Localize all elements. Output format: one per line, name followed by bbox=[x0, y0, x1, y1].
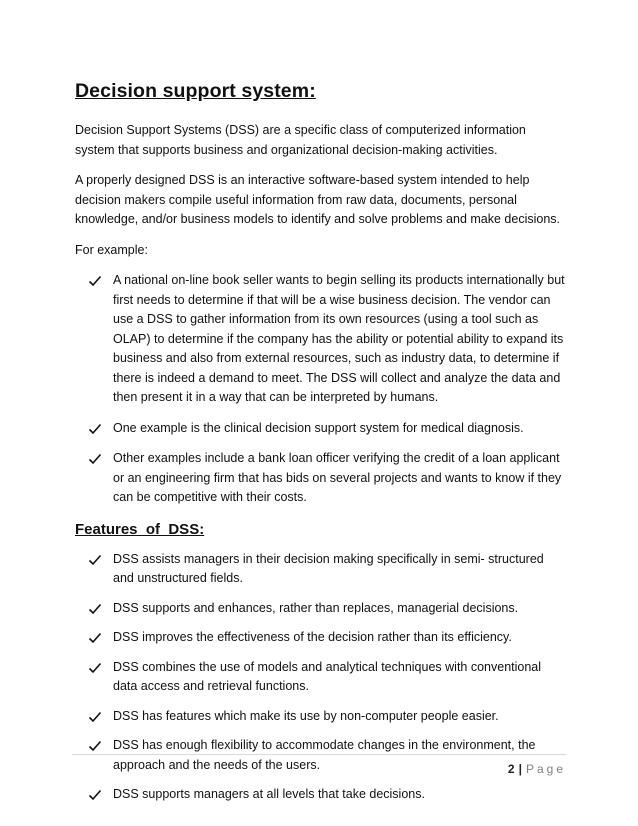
checkmark-icon bbox=[88, 553, 102, 567]
checkmark-icon bbox=[88, 452, 102, 466]
list-item-text: DSS supports and enhances, rather than replaces, managerial decisions. bbox=[113, 600, 519, 615]
checkmark-icon bbox=[88, 739, 102, 753]
intro-paragraph: Decision Support Systems (DSS) are a specific class of computerized information system that supports business and organizational decision-making activities. bbox=[75, 123, 526, 157]
list-item bbox=[75, 628, 565, 648]
list-item-text: DSS improves the effectiveness of the decision rather than its efficiency. bbox=[113, 630, 512, 644]
list-item bbox=[75, 599, 565, 619]
checkmark-icon bbox=[88, 661, 102, 675]
list-item bbox=[75, 550, 565, 589]
checkmark-icon bbox=[88, 274, 102, 288]
page-number: 2 bbox=[507, 762, 515, 776]
checkmark-icon bbox=[88, 710, 102, 724]
list-item-text: DSS supports managers at all levels that take decisions. bbox=[113, 787, 425, 801]
list-item-text: DSS assists managers in their decision making specifically in semi- structured and unstructured fields. bbox=[113, 551, 544, 585]
page-footer bbox=[508, 760, 566, 778]
footer-separator: | bbox=[518, 762, 522, 776]
list-item bbox=[75, 707, 565, 727]
features-list bbox=[75, 550, 565, 805]
intro-paragraph: A properly designed DSS is an interactive software-based system intended to help decision makers compile useful information from raw data, documents, personal knowledge, and/or business models to identify and solve problems and make decisions. bbox=[75, 173, 560, 226]
list-item-text: One example is the clinical decision support system for medical diagnosis. bbox=[113, 420, 524, 435]
list-item-text: DSS combines the use of models and analytical techniques with conventional data access and retrieval functions. bbox=[113, 659, 542, 693]
list-item-text: Other examples include a bank loan officer verifying the credit of a loan applicant or an engineering firm that has bids on several projects and wants to know if they can be competitive with their costs. bbox=[113, 451, 562, 504]
checkmark-icon bbox=[88, 631, 102, 645]
checkmark-icon bbox=[88, 422, 102, 436]
example-lead: For example: bbox=[75, 242, 148, 257]
list-item bbox=[75, 449, 565, 508]
list-item-text: A national on-line book seller wants to begin selling its products internationally but first needs to determine if that will be a wise business decision. The vendor can use a DSS to gather information from its own resources (using a tool such as OLAP) to determine if the company has the ability or potential ability to expand its business and also from external resources, such as industry data, to determine if there is indeed a demand to meet. The DSS will collect and analyze the data and then present it in a way that can be interpreted by humans. bbox=[113, 273, 565, 404]
checkmark-icon bbox=[88, 602, 102, 616]
list-item bbox=[75, 419, 565, 439]
list-item bbox=[75, 785, 565, 805]
list-item bbox=[75, 658, 565, 697]
checkmark-icon bbox=[88, 788, 102, 802]
document-page bbox=[75, 78, 565, 815]
page-label: Page bbox=[525, 762, 566, 776]
examples-list bbox=[75, 271, 565, 508]
list-item bbox=[75, 271, 565, 408]
page-title: Decision support system: bbox=[75, 80, 316, 102]
list-item bbox=[75, 736, 565, 775]
footer-divider bbox=[72, 754, 566, 755]
list-item-text: DSS has features which make its use by non-computer people easier. bbox=[113, 708, 499, 723]
section-heading-features: Features of DSS: bbox=[75, 520, 205, 538]
list-item-text: DSS has enough flexibility to accommodate changes in the environment, the approach and the needs of the users. bbox=[113, 738, 536, 772]
